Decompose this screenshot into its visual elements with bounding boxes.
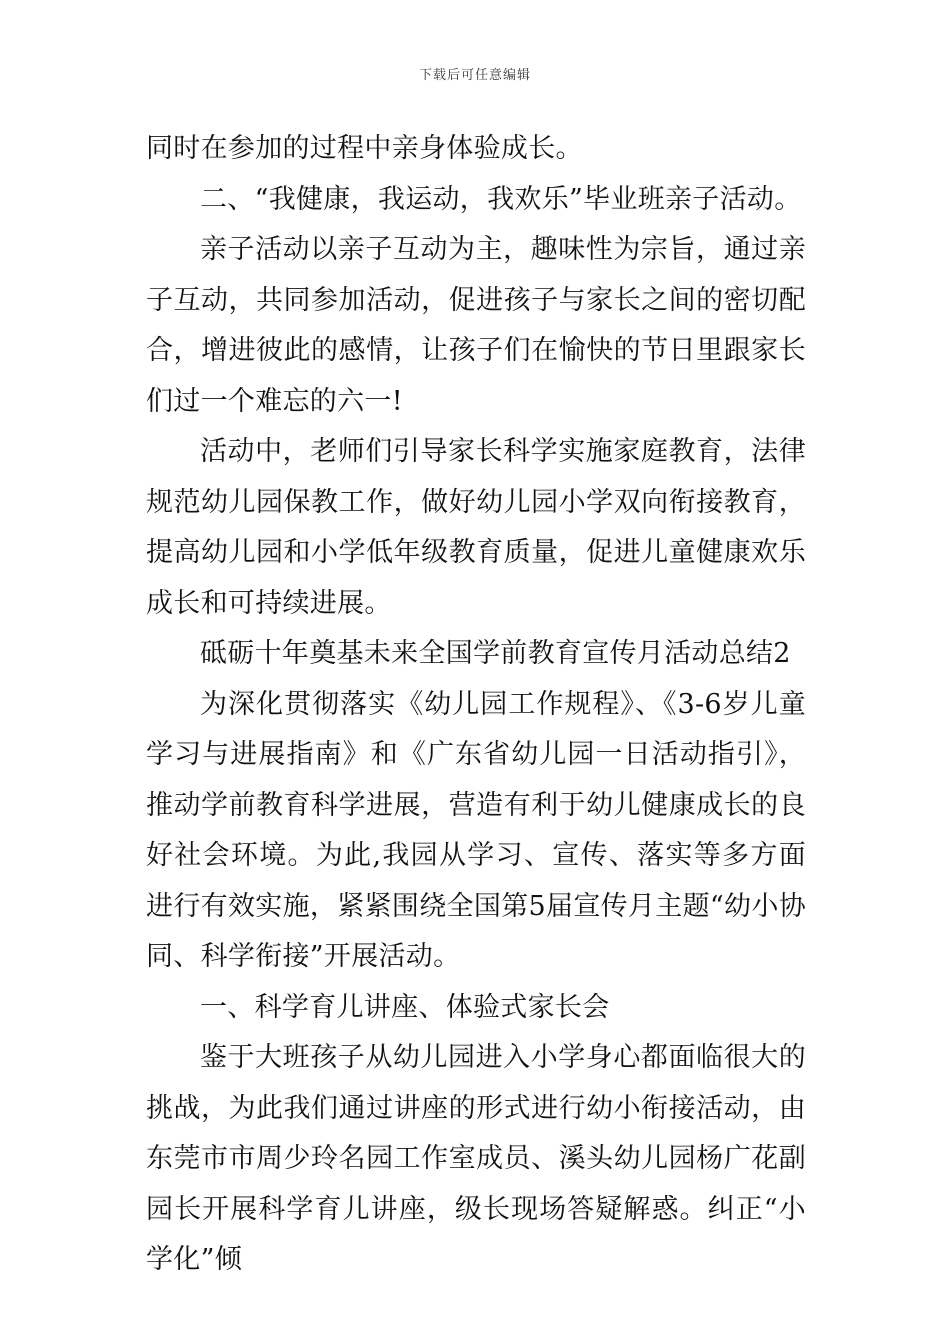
page-header: 下载后可任意编辑: [418, 68, 531, 83]
paragraph: 同时在参加的过程中亲身体验成长。: [146, 133, 583, 164]
section-heading: 二、“我健康，我运动，我欢乐”毕业班亲子活动。: [200, 183, 802, 215]
paragraph: 活动中，老师们引导家长科学实施家庭教育，法律规范幼儿园保教工作，做好幼儿园小学双向衔接教育，提高幼儿园和小学低年级教育质量，促进儿童健康欢乐成长和可持续进展。: [146, 436, 806, 619]
paragraph: 鉴于大班孩子从幼儿园进入小学身心都面临很大的挑战，为此我们通过讲座的形式进行幼小衔接活动，由东莞市市周少玲名园工作室成员、溪头幼儿园杨广花副园长开展科学育儿讲座，级长现场答疑解惑。纠正“小学化”倾: [146, 1042, 806, 1275]
paragraph: 亲子活动以亲子互动为主，趣味性为宗旨，通过亲子互动，共同参加活动，促进孩子与家长之间的密切配合，增进彼此的感情，让孩子们在愉快的节日里跟家长们过一个难忘的六一!: [146, 234, 806, 417]
paragraph: 为深化贯彻落实《幼儿园工作规程》、《3-6岁儿童学习与进展指南》和《广东省幼儿园一日活动指引》，推动学前教育科学进展，营造有利于幼儿健康成长的良好社会环境。为此,我园从学习、宣传、落实等多方面进行有效实施，紧紧围绕全国第5届宣传月主题“幼小协同、科学衔接”开展活动。: [146, 688, 806, 972]
document-title: 砥砺十年奠基未来全国学前教育宣传月活动总结2: [200, 638, 791, 669]
section-heading: 一、科学育儿讲座、体验式家长会: [200, 991, 610, 1023]
document-body: [146, 124, 806, 1286]
